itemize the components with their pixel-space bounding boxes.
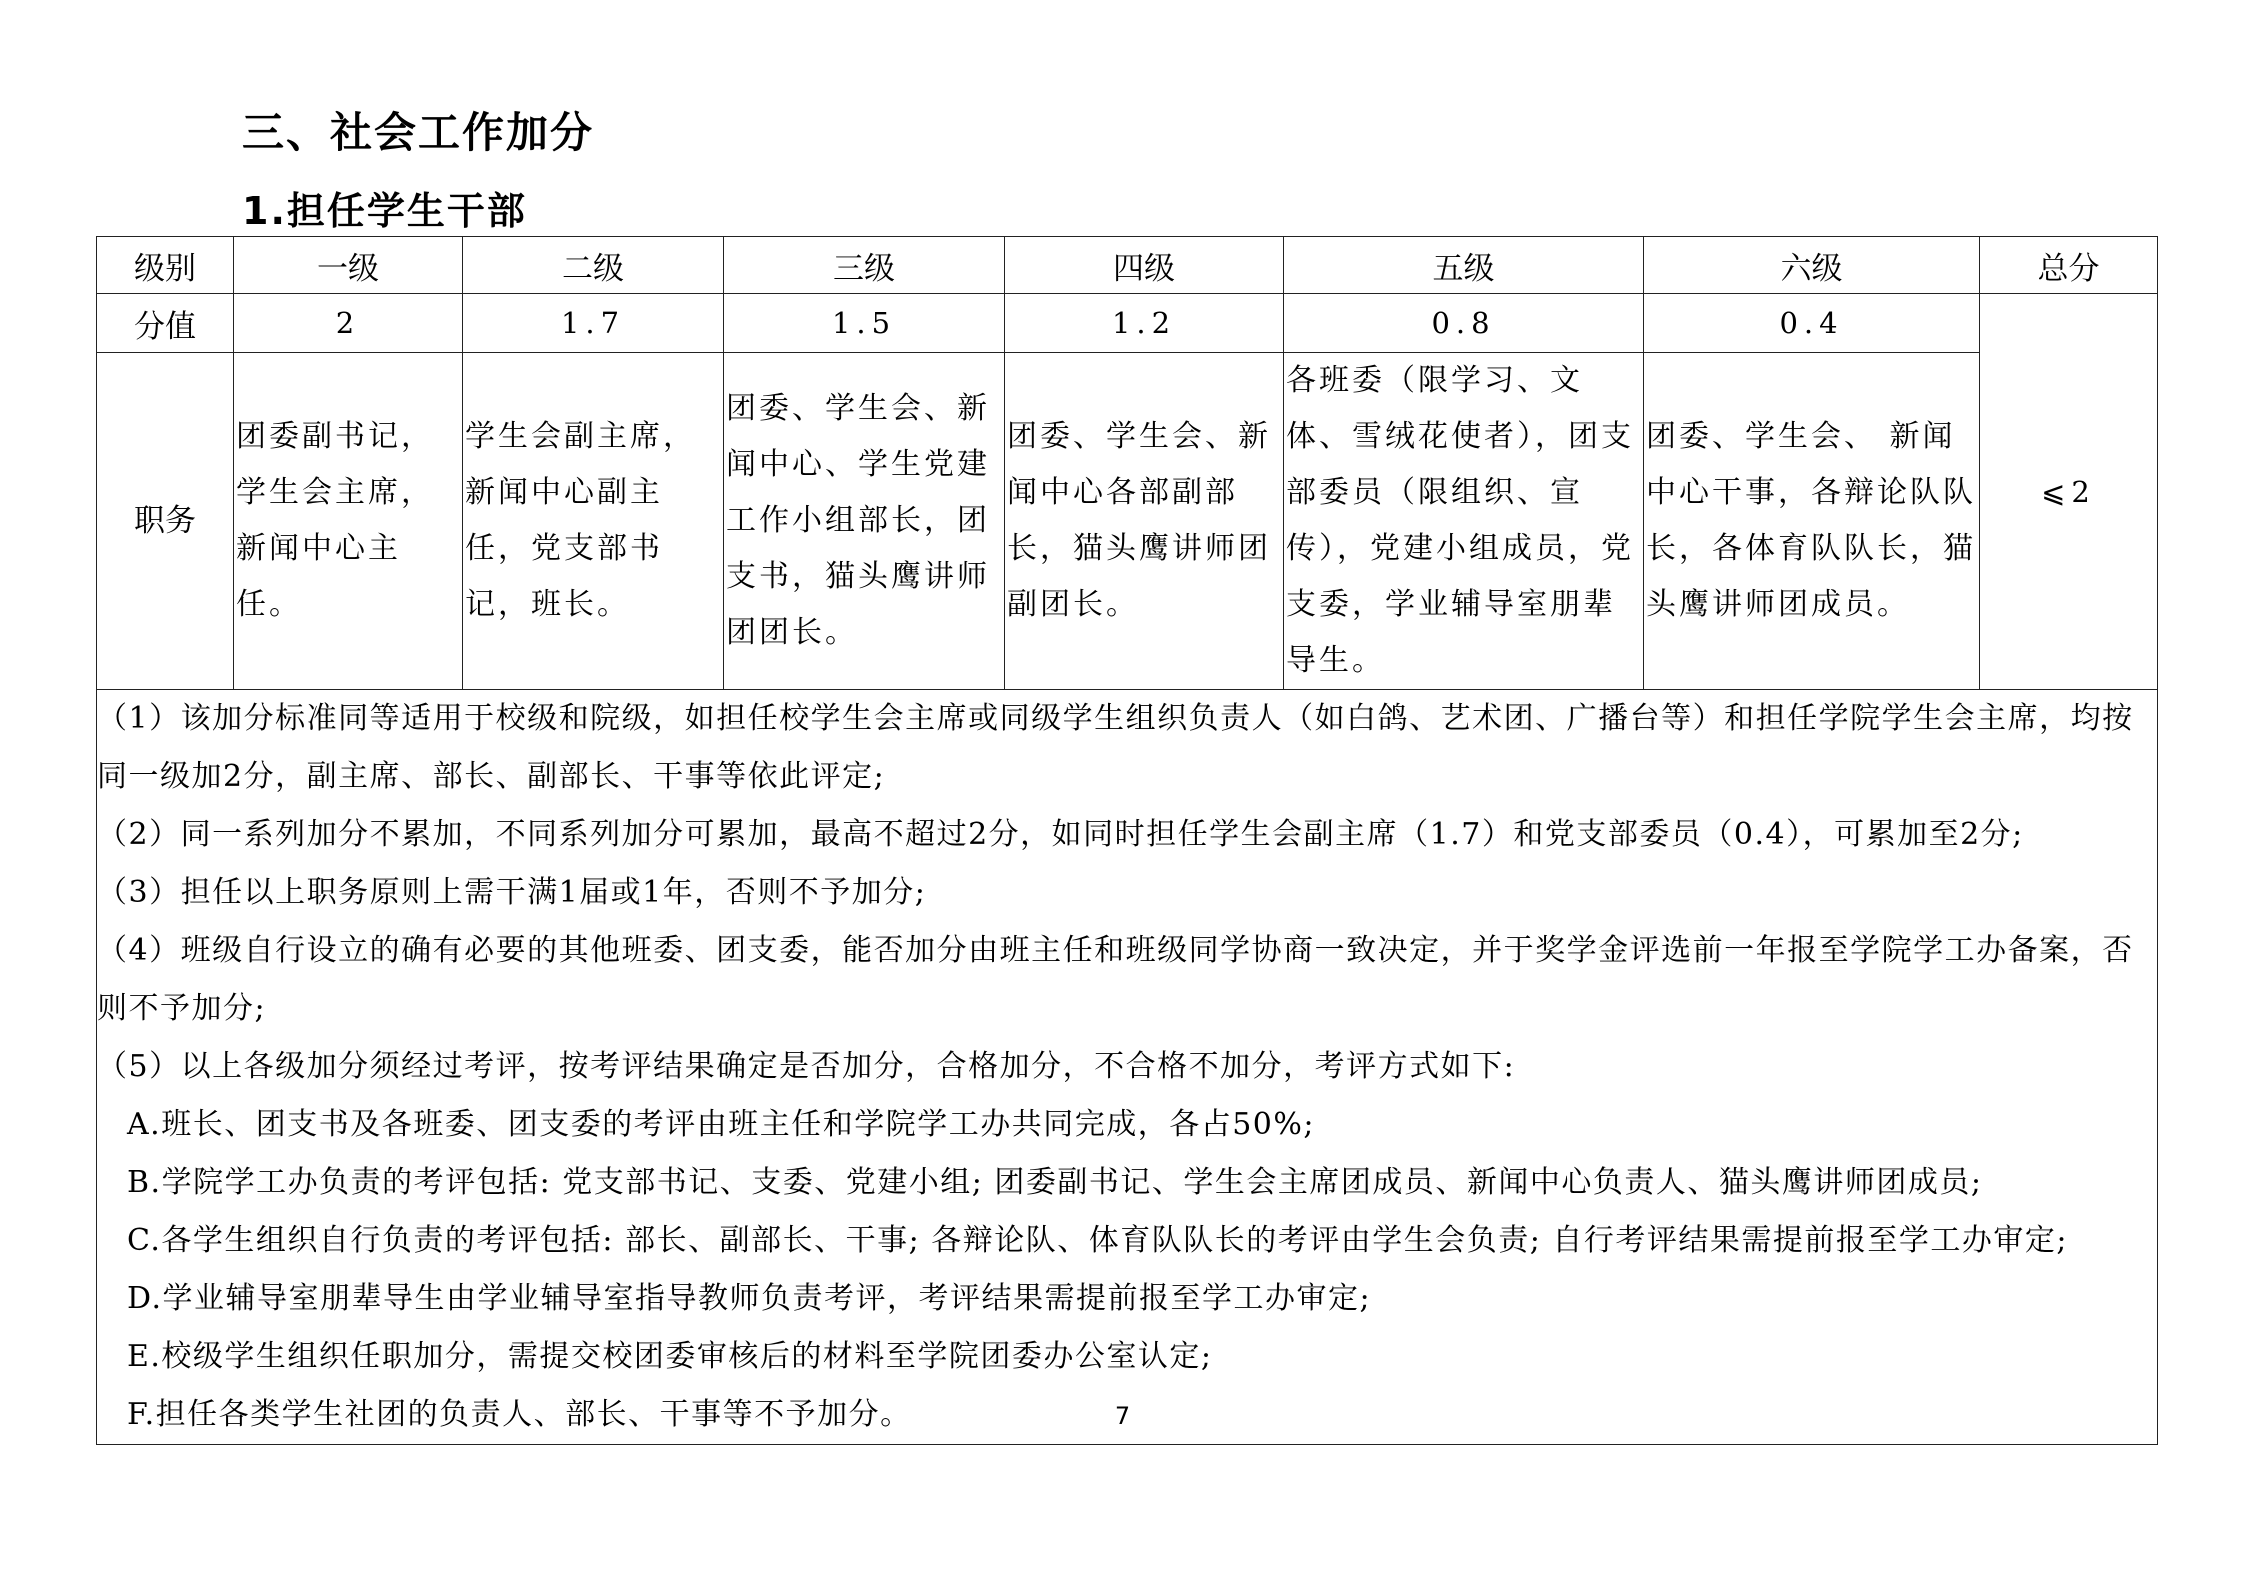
duty-text-3: 团委、学生会、新闻中心、学生党建工作小组部长，团支书，猫头鹰讲师团团长。 (726, 391, 990, 650)
duty-cell-1 (234, 353, 463, 690)
subnote-a: A.班长、团支书及各班委、团支委的考评由班主任和学院学工办共同完成，各占50%; (127, 1107, 1315, 1142)
header-cell-3: 三级 (724, 237, 1005, 294)
value-label: 分值 (97, 294, 234, 353)
header-cell-4: 四级 (1005, 237, 1284, 294)
note-1: （1）该加分标准同等适用于校级和院级，如担任校学生会主席或同级学生组织负责人（如白鸽、艺术团、广播台等）和担任学院学生会主席，均按同一级加2分，副主席、部长、副部长、干事等依此评定; (97, 701, 2134, 794)
value-cell-3: 1.5 (724, 294, 1005, 353)
header-cell-total: 总分 (1980, 237, 2158, 294)
duty-label: 职务 (97, 353, 234, 690)
value-cell-5: 0.8 (1284, 294, 1644, 353)
duty-cell-5 (1284, 353, 1644, 690)
subsection-heading: 1.担任学生干部 (242, 189, 527, 233)
page-number: 7 (1114, 1402, 1131, 1430)
value-cell-1: 2 (234, 294, 463, 353)
section-heading: 三、社会工作加分 (242, 108, 595, 157)
duty-text-5: 各班委（限学习、文体、雪绒花使者），团支部委员（限组织、宣传），党建小组成员，党支委，学业辅导室朋辈导生。 (1286, 363, 1634, 678)
header-cell-6: 六级 (1644, 237, 1980, 294)
header-cell-level: 级别 (97, 237, 234, 294)
value-cell-4: 1.2 (1005, 294, 1284, 353)
header-row (97, 237, 2158, 294)
cadre-points-table (96, 236, 2158, 1445)
duty-text-6: 团委、学生会、 新闻中心干事，各辩论队队长，各体育队队长，猫头鹰讲师团成员。 (1646, 419, 1976, 622)
duty-cell-2 (463, 353, 724, 690)
value-cell-6: 0.4 (1644, 294, 1980, 353)
header-cell-1: 一级 (234, 237, 463, 294)
value-cell-2: 1.7 (463, 294, 724, 353)
duty-row (97, 353, 2158, 690)
duty-cell-4 (1005, 353, 1284, 690)
duty-text-4: 团委、学生会、新闻中心各部副部长，猫头鹰讲师团副团长。 (1007, 419, 1271, 622)
duty-text-1: 团委副书记，学生会主席，新闻中心主任。 (236, 419, 434, 622)
subnote-b: B.学院学工办负责的考评包括: 党支部书记、支委、党建小组; 团委副书记、学生会主席团成员、新闻中心负责人、猫头鹰讲师团成员; (127, 1165, 1983, 1200)
total-cell: ⩽2 (1980, 294, 2158, 690)
notes-row (97, 690, 2158, 1445)
duty-cell-3 (724, 353, 1005, 690)
note-4: （4）班级自行设立的确有必要的其他班委、团支委，能否加分由班主任和班级同学协商一致决定，并于奖学金评选前一年报至学院学工办备案，否则不予加分; (97, 933, 2134, 1026)
subnote-d: D.学业辅导室朋辈导生由学业辅导室指导教师负责考评，考评结果需提前报至学工办审定; (127, 1281, 1372, 1316)
header-cell-2: 二级 (463, 237, 724, 294)
note-2: （2）同一系列加分不累加，不同系列加分可累加，最高不超过2分，如同时担任学生会副主席（1.7）和党支部委员（0.4），可累加至2分; (97, 817, 2024, 852)
subnote-c: C.各学生组织自行负责的考评包括: 部长、副部长、干事; 各辩论队、体育队队长的考评由学生会负责; 自行考评结果需提前报至学工办审定; (127, 1223, 2068, 1258)
duty-text-2: 学生会副主席，新闻中心副主任，党支部书记，班长。 (465, 419, 696, 622)
note-5: （5）以上各级加分须经过考评，按考评结果确定是否加分，合格加分，不合格不加分，考评方式如下: (97, 1049, 1516, 1084)
value-row (97, 294, 2158, 353)
subnote-e: E.校级学生组织任职加分，需提交校团委审核后的材料至学院团委办公室认定; (127, 1339, 1213, 1374)
subnote-f: F.担任各类学生社团的负责人、部长、干事等不予加分。 (127, 1397, 912, 1432)
notes-cell (97, 690, 2158, 1445)
duty-cell-6 (1644, 353, 1980, 690)
header-cell-5: 五级 (1284, 237, 1644, 294)
note-3: （3）担任以上职务原则上需干满1届或1年，否则不予加分; (97, 875, 927, 910)
